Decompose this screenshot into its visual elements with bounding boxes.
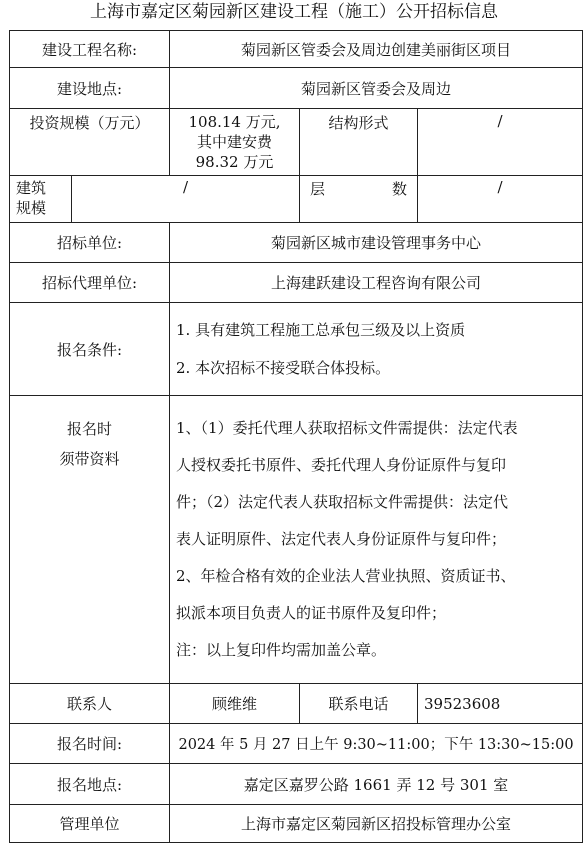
documents-value [170,396,583,684]
place-value: 嘉定区嘉罗公路 1661 弄 12 号 301 室 [170,764,583,805]
floors-label [300,176,418,223]
tenderer-label: 招标单位: [10,223,170,263]
row-building [10,176,583,223]
investment-label: 投资规模（万元） [10,109,170,176]
investment-line: 108.14 万元, [188,113,281,131]
structure-label: 结构形式 [300,109,418,176]
documents-line: 件；（2）法定代表人获取招标文件需提供：法定代 [176,493,509,511]
row-location [10,68,583,109]
row-documents [10,396,583,684]
floors-value: / [418,176,583,223]
documents-line: 注：以上复印件均需加盖公章。 [176,641,387,659]
row-manager [10,805,583,843]
documents-label-line: 报名时 [66,420,112,438]
building-label-line: 规模 [16,199,47,217]
documents-line: 人授权委托书原件、委托代理人身份证原件与复印 [176,456,507,474]
documents-line: 1、（1）委托代理人获取招标文件需提供：法定代表 [176,419,518,437]
agent-value: 上海建跃建设工程咨询有限公司 [170,263,583,303]
documents-label-line: 须带资料 [59,450,120,468]
documents-line: 2、年检合格有效的企业法人营业执照、资质证书、 [176,567,516,585]
contact-name: 顾维维 [170,684,300,724]
building-label [10,176,72,223]
row-conditions [10,303,583,396]
condition-item: 2. 本次招标不接受联合体投标。 [176,359,391,377]
row-tenderer [10,223,583,263]
row-contact [10,684,583,724]
floors-label-char: 层 [310,180,326,198]
condition-item: 1. 具有建筑工程施工总承包三级及以上资质 [176,321,466,339]
building-value: / [72,176,300,223]
row-time [10,724,583,764]
contact-label: 联系人 [10,684,170,724]
documents-line: 表人证明原件、法定代表人身份证原件与复印件； [176,530,507,548]
time-value: 2024 年 5 月 27 日上午 9:30~11:00；下午 13:30~15:00 [170,724,583,764]
floors-label-char: 数 [391,180,407,198]
place-label: 报名地点: [10,764,170,805]
page-title: 上海市嘉定区菊园新区建设工程（施工）公开招标信息 [90,2,498,22]
investment-line: 98.32 万元 [195,153,274,171]
conditions-label: 报名条件: [10,303,170,396]
manager-value: 上海市嘉定区菊园新区招投标管理办公室 [170,805,583,843]
manager-label: 管理单位 [10,805,170,843]
documents-label [10,396,170,684]
location-value: 菊园新区管委会及周边 [170,68,583,109]
phone-value: 39523608 [418,684,583,724]
phone-label: 联系电话 [300,684,418,724]
row-agent [10,263,583,303]
building-label-line: 建筑 [16,179,47,197]
project-name-value: 菊园新区管委会及周边创建美丽街区项目 [170,31,583,68]
project-name-label: 建设工程名称: [10,31,170,68]
time-label: 报名时间: [10,724,170,764]
investment-line: 其中建安费 [196,133,272,151]
conditions-value [170,303,583,396]
tenderer-value: 菊园新区城市建设管理事务中心 [170,223,583,263]
row-investment [10,109,583,176]
tender-info-table [9,30,583,843]
location-label: 建设地点: [10,68,170,109]
investment-value [170,109,300,176]
agent-label: 招标代理单位: [10,263,170,303]
documents-line: 拟派本项目负责人的证书原件及复印件； [176,604,447,622]
row-project-name [10,31,583,68]
structure-value: / [418,109,583,176]
row-place [10,764,583,805]
